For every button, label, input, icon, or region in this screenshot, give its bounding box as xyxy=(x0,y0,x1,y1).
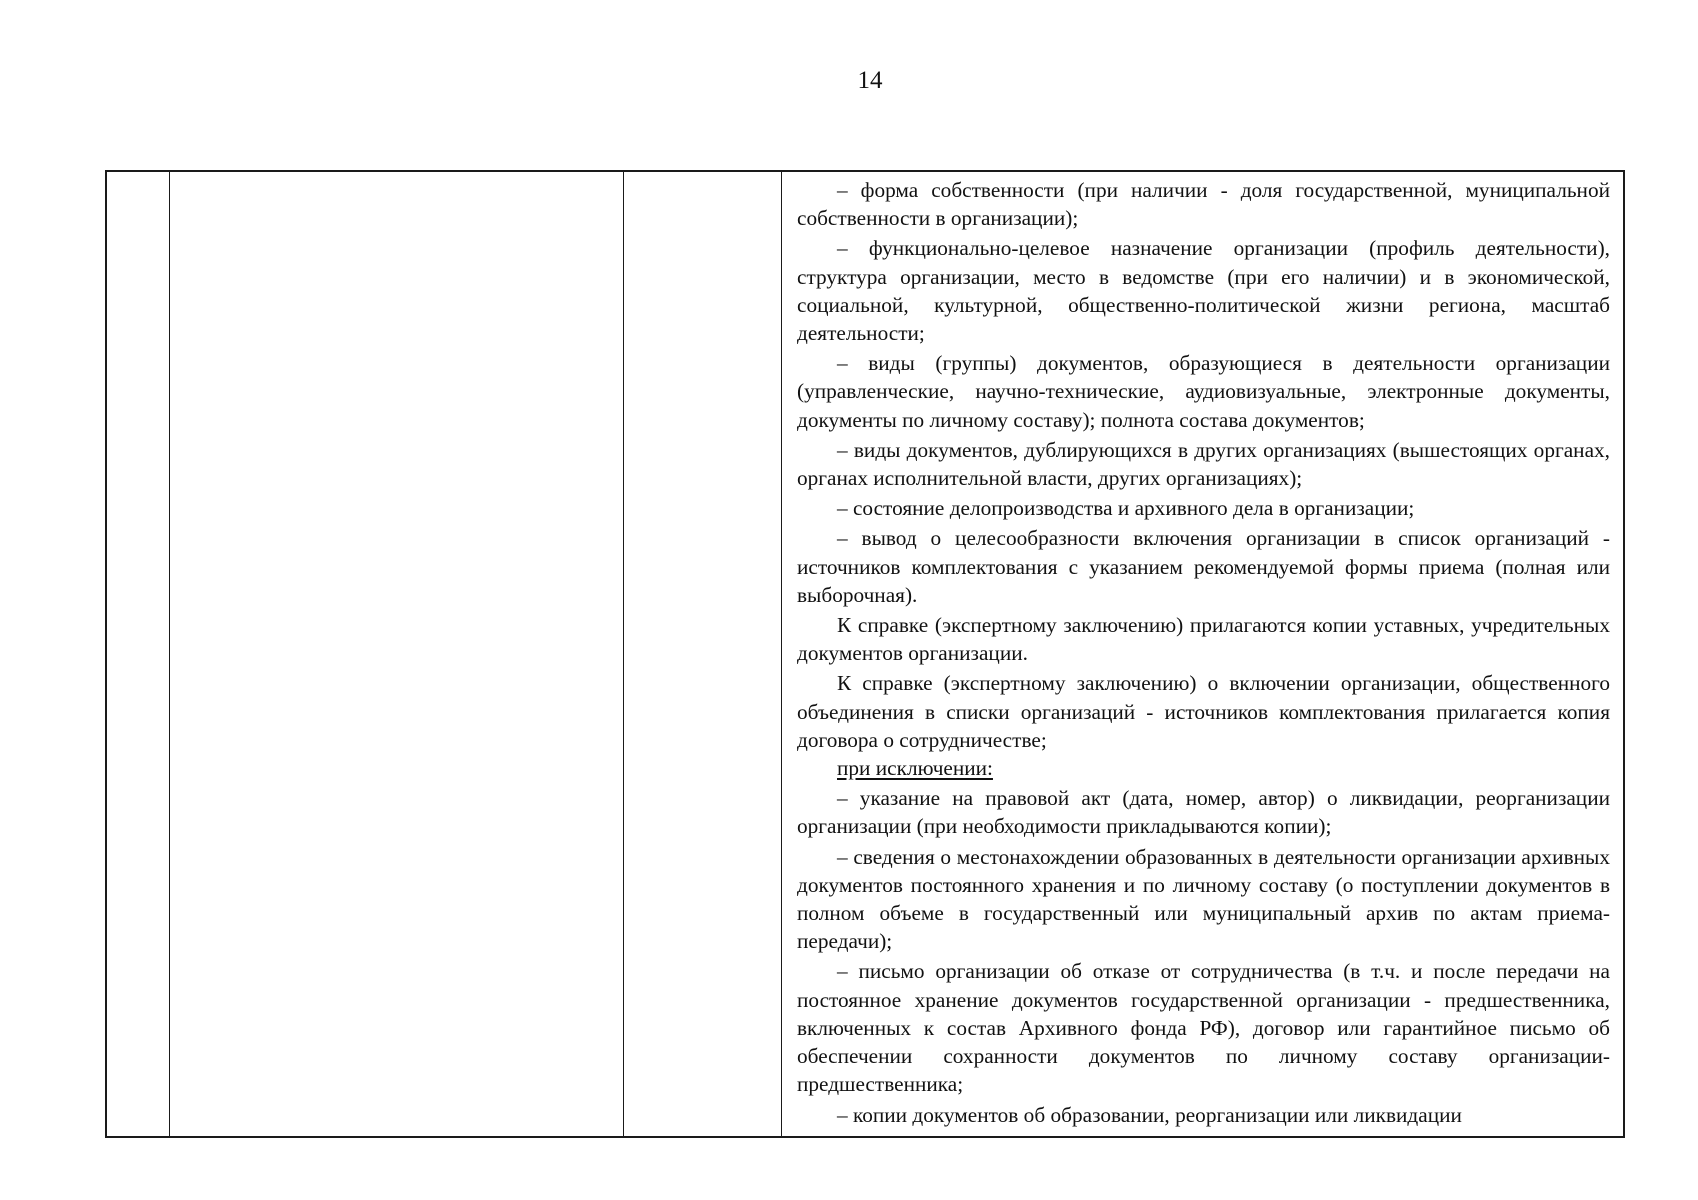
paragraph-document-types: – виды (группы) документов, образующиеся в деятельности организации (управленческие, научно-технические, аудиовизуальные, электронные документы, документы по личному составу); полнота состава документов; xyxy=(797,351,1610,432)
table-column-term xyxy=(624,172,782,1136)
paragraph-conclusion: – вывод о целесообразности включения организации в список организаций - источников комплектования с указанием рекомендуемой формы приема (полная или выборочная). xyxy=(797,526,1610,607)
heading-on-exclusion: при исключении: xyxy=(837,756,993,781)
table-column-name xyxy=(170,172,624,1136)
table-column-number xyxy=(107,172,170,1136)
paragraph-records-state: – состояние делопроизводства и архивного дела в организации; xyxy=(837,496,1415,521)
paragraph-refusal-letter: – письмо организации об отказе от сотрудничества (в т.ч. и после передачи на постоянное хранение документов государственной организации - предшественника, включенных к состав Архивного фонда РФ), договор или гарантийное письмо об обеспечении сохранности документов по личному составу организации-предшественника; xyxy=(797,959,1610,1097)
page-number: 14 xyxy=(857,67,883,94)
paragraph-attachments-charter: К справке (экспертному заключению) прилагаются копии уставных, учредительных документов организации. xyxy=(797,613,1610,666)
paragraph-attachments-agreement: К справке (экспертному заключению) о включении организации, общественного объединения в списки организаций - источников комплектования прилагается копия договора о сотрудничестве; xyxy=(797,671,1610,752)
paragraph-ownership: – форма собственности (при наличии - доля государственной, муниципальной собственности в организации); xyxy=(797,178,1610,231)
paragraph-purpose: – функционально-целевое назначение организации (профиль деятельности), структура организации, место в ведомстве (при его наличии) и в экономической, социальной, культурной, общественно-политической жизни региона, масштаб деятельности; xyxy=(797,236,1610,346)
paragraph-duplicated-documents: – виды документов, дублирующихся в других организациях (вышестоящих органах, органах исполнительной власти, других организациях); xyxy=(797,437,1610,491)
paragraph-documents-location: – сведения о местонахождении образованных в деятельности организации архивных документов постоянного хранения и по личному составу (о поступлении документов в полном объеме в государственный или муниципальный архив по актам приема-передачи); xyxy=(797,844,1610,954)
paragraph-copies: – копии документов об образовании, реорганизации или ликвидации xyxy=(837,1102,1462,1127)
paragraph-legal-act: – указание на правовой акт (дата, номер, автор) о ликвидации, реорганизации организации (при необходимости прикладываются копии); xyxy=(797,786,1610,839)
document-table xyxy=(105,170,1625,1138)
table-column-description xyxy=(782,172,1623,1136)
